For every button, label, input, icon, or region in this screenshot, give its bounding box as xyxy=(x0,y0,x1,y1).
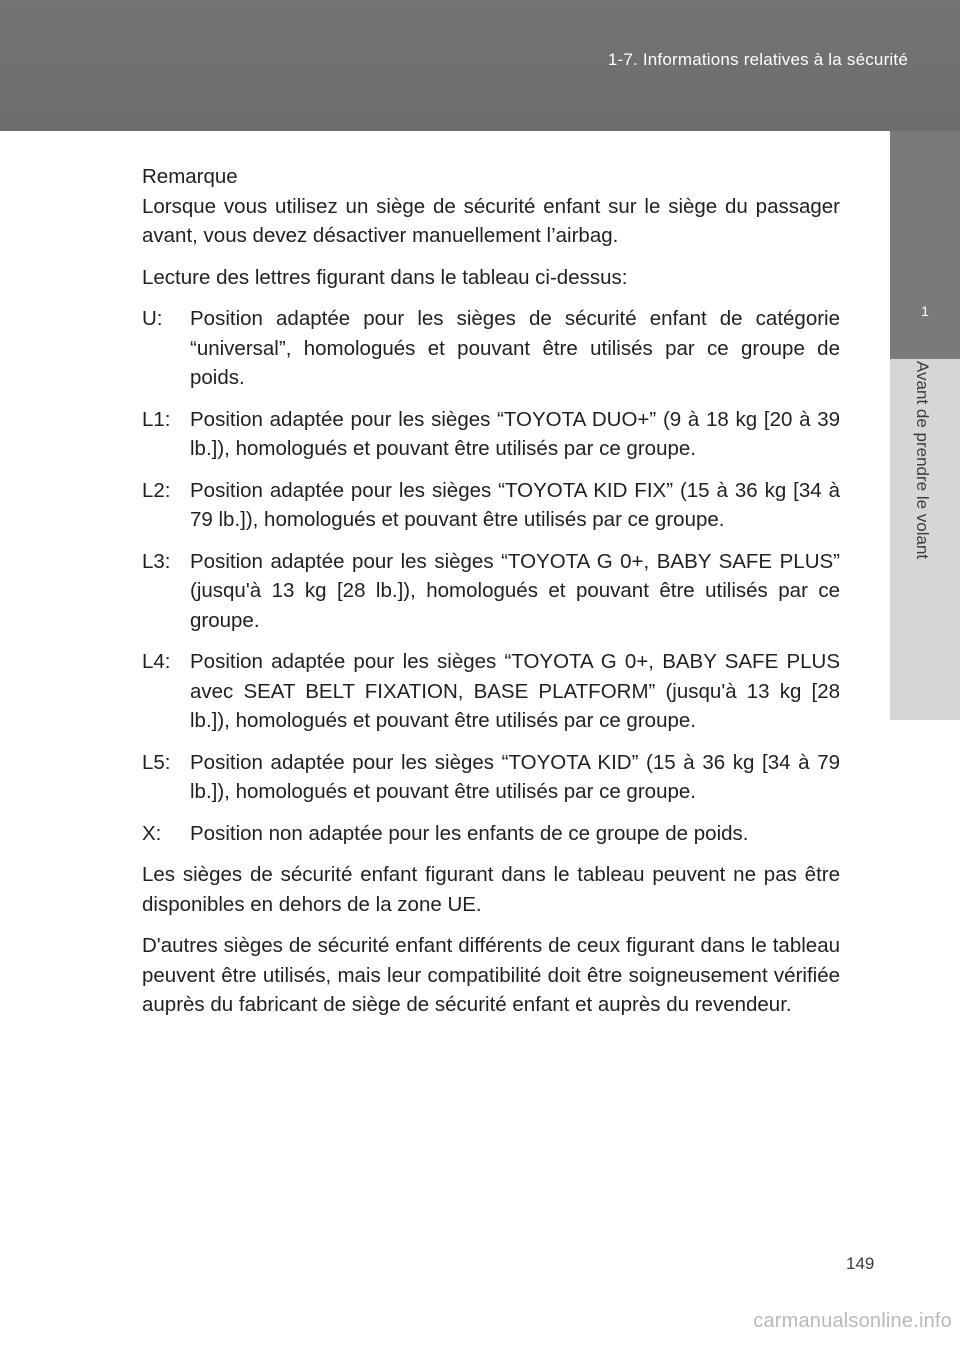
legend-text: Position adaptée pour les sièges “TOYOTA G 0+, BABY SAFE PLUS avec SEAT BELT FIXATION, BASE PLATFORM” (jusqu'à 13 kg [28 lb.]), homologués et pouvant être utilisés par ce groupe. xyxy=(190,650,840,732)
note-title: Remarque xyxy=(142,165,238,188)
legend-intro: Lecture des lettres figurant dans le tableau ci-dessus: xyxy=(142,265,628,289)
legend-text: Position non adaptée pour les enfants de ce groupe de poids. xyxy=(190,821,749,845)
legend-item-l2 xyxy=(142,476,840,535)
section-title: 1-7. Informations relatives à la sécurité xyxy=(607,50,908,69)
header-band xyxy=(0,0,960,131)
paragraph-compatibility: D'autres sièges de sécurité enfant différents de ceux figurant dans le tableau peuvent être utilisés, mais leur compatibilité doit être soigneusement vérifiée auprès du fabricant de siège de sécurité enfant et auprès du revendeur. xyxy=(142,934,840,1016)
legend-key: X: xyxy=(142,821,162,845)
legend-item-l4 xyxy=(142,647,840,736)
legend-key: L1: xyxy=(142,407,171,431)
legend-key: L2: xyxy=(142,478,171,502)
page-content xyxy=(142,162,840,1032)
legend-item-l5 xyxy=(142,748,840,807)
legend-text: Position adaptée pour les sièges “TOYOTA KID FIX” (15 à 36 kg [34 à 79 lb.]), homologués et pouvant être utilisés par ce groupe. xyxy=(190,478,840,531)
legend-item-l3 xyxy=(142,547,840,636)
paragraph-availability: Les sièges de sécurité enfant figurant dans le tableau peuvent ne pas être disponibles en dehors de la zone UE. xyxy=(142,863,840,916)
page-number: 149 xyxy=(846,1254,875,1273)
legend-key: U: xyxy=(142,307,163,330)
legend-key: L3: xyxy=(142,549,171,573)
chapter-label: Avant de prendre le volant xyxy=(913,361,932,560)
chapter-tab xyxy=(890,131,960,359)
legend-item-x xyxy=(142,819,840,849)
legend-item-u xyxy=(142,304,840,393)
watermark: carmanualsonline.info xyxy=(753,1310,952,1332)
legend-text: Position adaptée pour les sièges “TOYOTA G 0+, BABY SAFE PLUS” (jusqu'à 13 kg [28 lb.]), homologués et pouvant être utilisés par ce groupe. xyxy=(190,549,840,632)
legend-item-l1 xyxy=(142,405,840,464)
legend-text: Position adaptée pour les sièges “TOYOTA DUO+” (9 à 18 kg [20 à 39 lb.]), homologués et pouvant être utilisés par ce groupe. xyxy=(190,407,840,460)
note-body: Lorsque vous utilisez un siège de sécurité enfant sur le siège du passager avant, vous devez désactiver manuellement l’airbag. xyxy=(142,194,840,247)
legend-key: L4: xyxy=(142,650,171,673)
chapter-label-strip xyxy=(890,359,960,720)
legend-text: Position adaptée pour les sièges “TOYOTA KID” (15 à 36 kg [34 à 79 lb.]), homologués et pouvant être utilisés par ce groupe. xyxy=(190,750,840,803)
legend-key: L5: xyxy=(142,750,171,774)
legend-text: Position adaptée pour les sièges de sécurité enfant de catégorie “universal”, homologués et pouvant être utilisés par ce groupe de poids. xyxy=(190,307,840,389)
chapter-number: 1 xyxy=(921,303,929,319)
